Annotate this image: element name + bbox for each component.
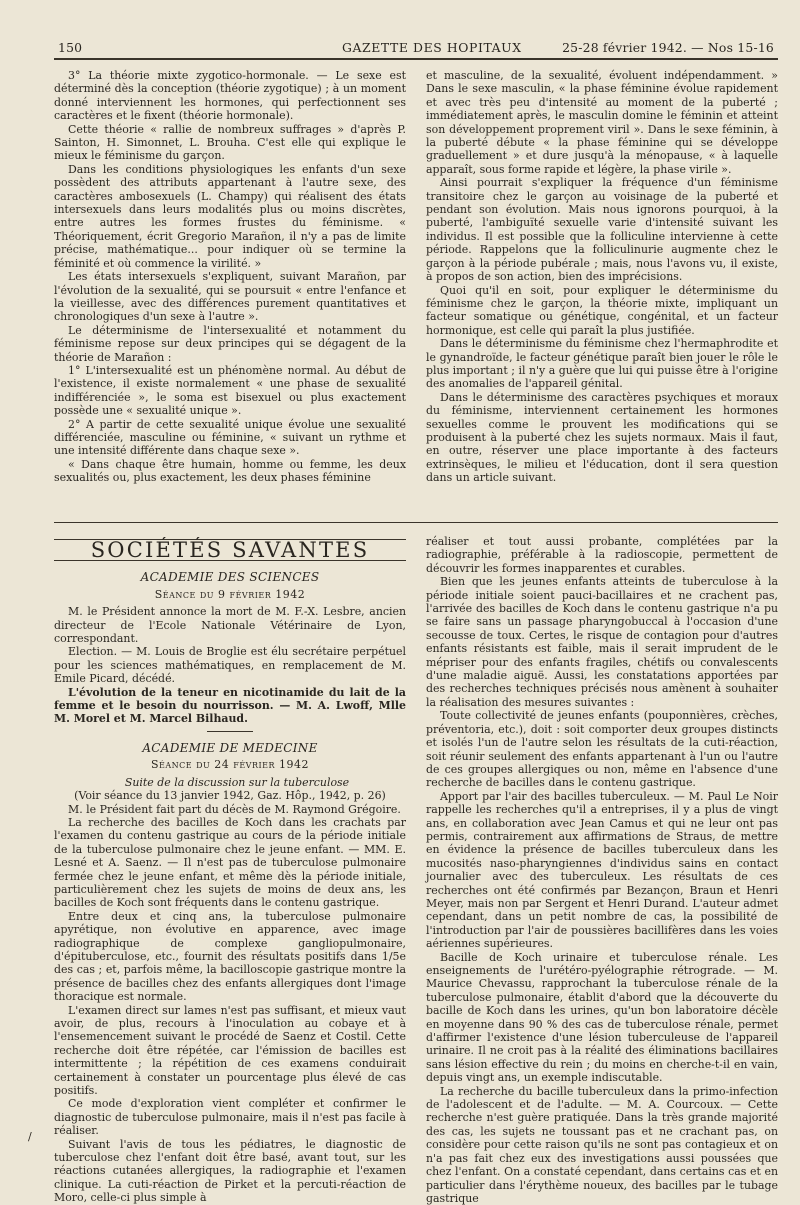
institution-heading: ACADEMIE DES SCIENCES: [140, 570, 320, 585]
paragraph: et masculine, de la sexualité, évoluent indépendamment. » Dans le sexe masculin, « la phase féminine évolue rapidement et avec très peu d'intensité au moment de la puberté ; immédiatement après, le masculin domine le féminin et atteint son développement proprement viril ». Dans le sexe féminin, à la puberté débute « la phase féminine qui se développe graduellement » et dure jusqu'à la ménopause, « à laquelle apparaît, sous forme rapide et légère, la phase virile ».: [426, 69, 778, 176]
paragraph: Dans les conditions physiologiques les enfants d'un sexe possèdent des attributs appartenant à l'autre sexe, des caractères ambosexuels (L. Champy) qui réalisent des états intersexuels dans leurs modalités plus ou moins discrètes, entre autres les formes frustes du féminisme. « Théoriquement, écrit Gregorio Marañon, il n'y a pas de limite précise, mathématique... pour indiquer où se termine la féminité et où commence la virilité. »: [54, 162, 406, 270]
section-divider: [54, 522, 778, 523]
margin-mark: /: [28, 1130, 32, 1143]
top-left-column: [54, 69, 406, 522]
paragraph: Bien que les jeunes enfants atteints de tuberculose à la période initiale soient pauci-bacillaires et ne crachent pas, l'arrivée des bacilles de Koch dans le contenu gastrique n'a pu se faire sans un passage pharyngobuccal à l'occasion d'une secousse de toux. Certes, le risque de contagion pour d'autres enfants résistants est faible, mais il serait imprudent de le mépriser pour des enfants fragiles, chétifs ou convalescents d'une maladie aiguë. Aussi, les constatations apportées par des recherches techniques précisés nous amènent à souhaiter la réalisation des mesures suivantes :: [426, 575, 778, 709]
paragraph: Ainsi pourrait s'expliquer la fréquence d'un féminisme transitoire chez le garçon au voisinage de la puberté et pendant son évolution. Mais nous ignorons pourquoi, à la puberté, l'ambiguïté sexuelle varie d'intensité suivant les individus. Il est possible que la folliculine intervienne à cette période. Rappelons que la folliculinurie augmente chez le garçon à la période pubérale ; mais, nous l'avons vu, il existe, à propos de son action, bien des imprécisions.: [426, 176, 778, 284]
journal-title: GAZETTE DES HOPITAUX: [342, 40, 522, 55]
session-date: Séance du 9 février 1942: [154, 587, 306, 601]
paragraph: Entre deux et cinq ans, la tuberculose pulmonaire apyrétique, non évolutive en apparence, avec image radiographique de complexe gangliopulmonaire, d'épituberculose, etc., fournit des résultats positifs dans 1/5e des cas ; et, parfois même, la bacilloscopie gastrique montre la présence de bacilles chez des enfants allergiques dont l'image thoracique est normale.: [54, 909, 406, 1004]
paragraph: L'évolution de la teneur en nicotinamide du lait de la femme et le besoin du nourrisson. — M. A. Lwoff, Mlle M. Morel et M. Marcel Bilhaud.: [54, 685, 406, 726]
reference-note: (Voir séance du 13 janvier 1942, Gaz. Hôp., 1942, p. 26): [74, 789, 386, 803]
issue-date: 25-28 février 1942. — Nos 15-16: [562, 40, 774, 55]
paragraph: Le déterminisme de l'intersexualité et notamment du féminisme repose sur deux principes qui se dégagent de la théorie de Marañon :: [54, 323, 406, 364]
discussion-subtitle: Suite de la discussion sur la tuberculose: [124, 775, 350, 789]
section-title: SOCIÉTÉS SAVANTES: [54, 539, 406, 561]
paragraph: Bacille de Koch urinaire et tuberculose rénale. Les enseignements de l'urétéro-pyélographie rétrograde. — M. Maurice Chevassu, rapprochant la tuberculose rénale de la tuberculose pulmonaire, établit d'abord que la découverte du bacille de Koch dans les urines, qu'un bon laboratoire décèle en moyenne dans 90 % des cas de tuberculose rénale, permet d'affirmer l'existence d'une lésion tuberculeuse de l'appareil urinaire. Il ne croit pas à la réalité des éliminations bacillaires sans lésion effective du rein ; du moins en cherche-t-il en vain, depuis vingt ans, un exemple indiscutable.: [426, 950, 778, 1085]
paragraph: La recherche du bacille tuberculeux dans la primo-infection de l'adolescent et de l'adulte. — M. A. Courcoux. — Cette recherche n'est guère pratiquée. Dans la très grande majorité des cas, les sujets ne toussant pas et ne crachant pas, on considère pour cette raison qu'ils ne sont pas contagieux et on n'a pas fait chez eux des investigations aussi poussées que chez l'enfant. On a constaté cependant, dans certains cas et en particulier dans l'érythème noueux, des bacilles par le tubage gastrique: [426, 1084, 778, 1205]
page-number: 150: [58, 40, 83, 55]
running-head: [54, 38, 778, 60]
paragraph: Quoi qu'il en soit, pour expliquer le déterminisme du féminisme chez le garçon, la théorie mixte, impliquant un facteur somatique ou génétique, congénital, et un facteur hormonique, est celle qui paraît la plus justifiée.: [426, 283, 778, 337]
paragraph: Apport par l'air des bacilles tuberculeux. — M. Paul Le Noir rappelle les recherches qu'il a entreprises, il y a plus de vingt ans, en collaboration avec Jean Camus et qui ne leur ont pas permis, contrairement aux affirmations de Straus, de mettre en évidence la présence de bacilles tuberculeux dans les mucosités naso-pharyngiennes d'individus sains en contact journalier avec des tuberculeux. Les résultats de ces recherches ont été confirmés par Bezançon, Braun et Henri Meyer, mais non par Sergent et Henri Durand. L'auteur admet cependant, dans un petit nombre de cas, la possibilité de l'introduction par l'air de poussières bacillifères dans les voies aériennes supérieures.: [426, 789, 778, 951]
paragraph: 3° La théorie mixte zygotico-hormonale. — Le sexe est déterminé dès la conception (théorie zygotique) ; à un moment donné interviennent les hormones, qui perfectionnent ses caractères et le fixent (théorie hormonale).: [54, 69, 406, 123]
bottom-columns: [54, 535, 778, 1205]
bottom-left-column: [54, 535, 406, 1205]
top-right-column: [426, 69, 778, 522]
paragraph: Toute collectivité de jeunes enfants (pouponnières, crèches, préventoria, etc.), doit : soit comporter deux groupes distincts et isolés l'un de l'autre selon les résultats de la cuti-réaction, soit réunir seulement des enfants appartenant à l'un ou l'autre de ces groupes allergiques ou non, même en l'absence d'une recherche de bacilles dans le contenu gastrique.: [426, 709, 778, 790]
paragraph: Cette théorie « rallie de nombreux suffrages » d'après P. Sainton, H. Simonnet, L. Brouha. C'est elle qui explique le mieux le féminisme du garçon.: [54, 122, 406, 163]
paragraph: « Dans chaque être humain, homme ou femme, les deux sexualités ou, plus exactement, les deux phases féminine: [54, 457, 406, 485]
session-date: Séance du 24 février 1942: [151, 758, 309, 772]
paragraph: Les états intersexuels s'expliquent, suivant Marañon, par l'évolution de la sexualité, qui se poursuit « entre l'enfance et la vieillesse, avec des différences purement quantitatives et chronologiques d'un sexe à l'autre ».: [54, 270, 406, 324]
paragraph: réaliser et tout aussi probante, complétées par la radiographie, préférable à la radioscopie, permettent de découvrir les formes inapparentes et curables.: [426, 535, 778, 575]
bottom-right-column: [426, 535, 778, 1205]
paragraph: 1° L'intersexualité est un phénomène normal. Au début de l'existence, il existe normalement « une phase de sexualité indifférenciée », le soma est bisexuel ou plus exactement possède une « sexualité unique ».: [54, 363, 406, 418]
paragraph: M. le Président annonce la mort de M. F.-X. Lesbre, ancien directeur de l'Ecole Nationale Vétérinaire de Lyon, correspondant.: [54, 605, 406, 646]
paragraph: Suivant l'avis de tous les pédiatres, le diagnostic de tuberculose chez l'enfant doit être basé, avant tout, sur les réactions cutanées allergiques, la radiographie et l'examen clinique. La cuti-réaction de Pirket et la percuti-réaction de Moro, celle-ci plus simple à: [54, 1137, 406, 1205]
paragraph: Dans le déterminisme du féminisme chez l'hermaphrodite et le gynandroïde, le facteur génétique paraît bien jouer le rôle le plus important ; il n'y a guère que lui qui puisse être à l'origine des anomalies de l'appareil génital.: [426, 337, 778, 391]
paragraph: 2° A partir de cette sexualité unique évolue une sexualité différenciée, masculine ou féminine, « suivant un rythme et une intensité différente dans chaque sexe ».: [54, 417, 406, 458]
institution-heading: ACADEMIE DE MEDECINE: [142, 740, 318, 755]
paragraph: Ce mode d'exploration vient compléter et confirmer le diagnostic de tuberculose pulmonaire, mais il n'est pas facile à réaliser.: [54, 1097, 406, 1138]
short-divider: [207, 731, 253, 732]
top-columns: [54, 69, 778, 522]
paragraph: M. le Président fait part du décès de M. Raymond Grégoire.: [68, 802, 401, 816]
paragraph: Dans le déterminisme des caractères psychiques et moraux du féminisme, interviennent certainement les hormones sexuelles comme le prouvent les modifications qui se produisent à la puberté chez les sujets normaux. Mais il faut, en outre, réserver une place importante à des facteurs extrinsèques, le milieu et l'éducation, dont il sera question dans un article suivant.: [426, 390, 778, 485]
paragraph: L'examen direct sur lames n'est pas suffisant, et mieux vaut avoir, de plus, recours à l'inoculation au cobaye et à l'ensemencement suivant le procédé de Saenz et Costil. Cette recherche doit être répétée, car l'émission de bacilles est intermittente ; la répétition de ces examens conduirait certainement à constater un pourcentage plus élevé de cas positifs.: [54, 1003, 406, 1098]
paragraph: La recherche des bacilles de Koch dans les crachats par l'examen du contenu gastrique au cours de la période initiale de la tuberculose pulmonaire chez le jeune enfant. — MM. E. Lesné et A. Saenz. — Il n'est pas de tuberculose pulmonaire fermée chez le jeune enfant, et même dès la période initiale, particulièrement chez les sujets de moins de deux ans, les bacilles de Koch sont fréquents dans le contenu gastrique.: [54, 815, 406, 910]
paragraph: Election. — M. Louis de Broglie est élu secrétaire perpétuel pour les sciences mathématiques, en remplacement de M. Emile Picard, décédé.: [54, 645, 406, 686]
